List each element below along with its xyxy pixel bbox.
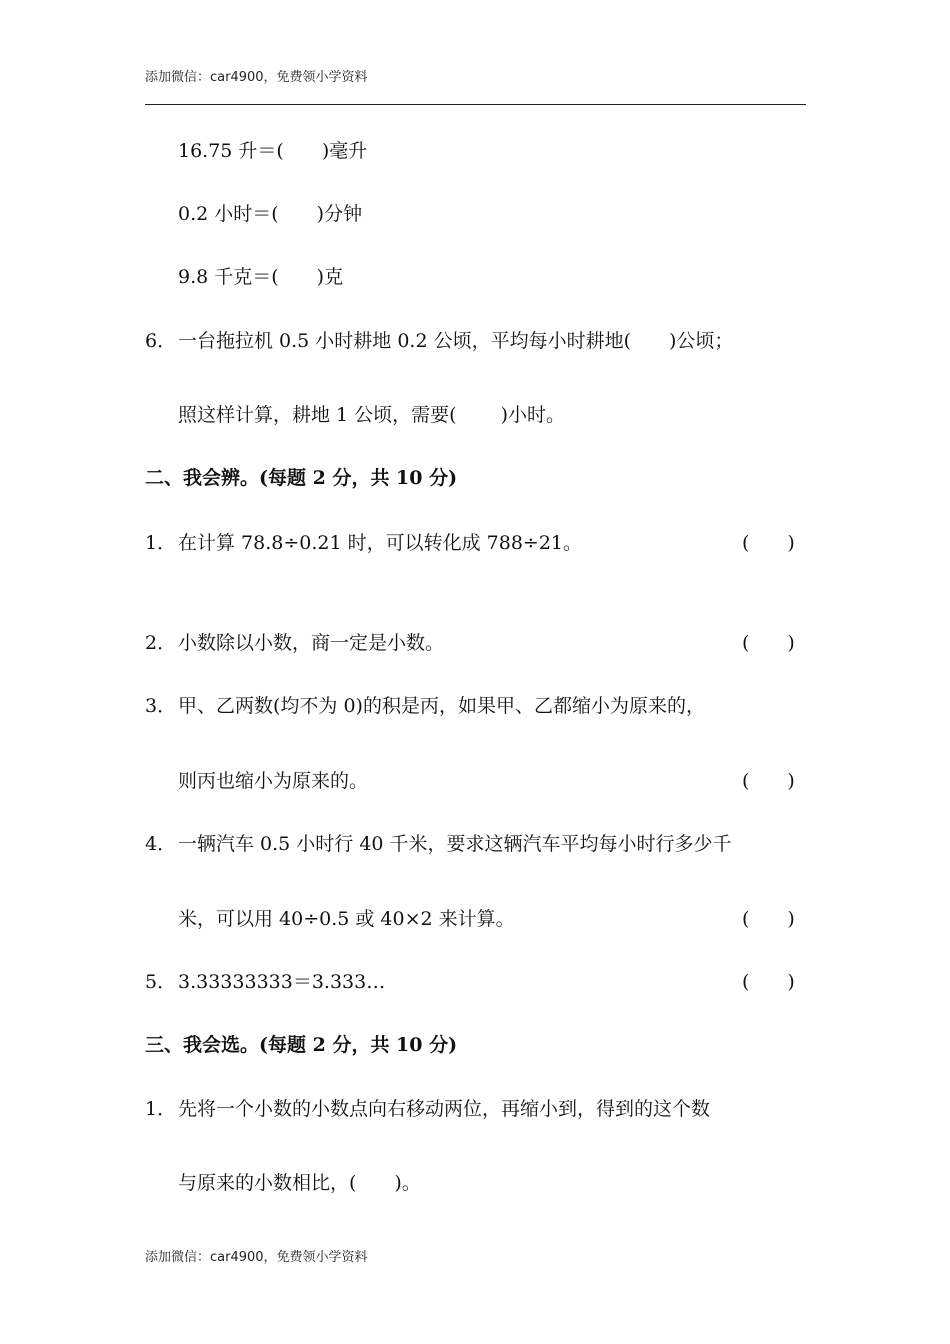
judge-question-3-line-1: 甲、乙两数(均不为 0)的积是丙，如果甲、乙都缩小为原来的， [178, 695, 705, 717]
page-header: 添加微信：car4900，免费领小学资料 [145, 70, 368, 85]
question-number: 2． [145, 632, 177, 654]
question-number: 5． [145, 971, 177, 993]
question-number: 3． [145, 695, 177, 717]
header-divider [145, 104, 806, 105]
judge-question-4-line-2: 米，可以用 40÷0.5 或 40×2 来计算。 [178, 908, 515, 930]
question-6-line-2: 照这样计算，耕地 1 公顷，需要( )小时。 [178, 404, 566, 426]
question-6-line-1: 一台拖拉机 0.5 小时耕地 0.2 公顷，平均每小时耕地( )公顷； [178, 330, 734, 352]
answer-bracket[interactable]: ( ) [742, 632, 795, 654]
page-footer: 添加微信：car4900，免费领小学资料 [145, 1250, 368, 1265]
judge-question-3-line-2: 则丙也缩小为原来的。 [178, 770, 369, 792]
choice-question-1-line-1: 先将一个小数的小数点向右移动两位，再缩小到，得到的这个数 [178, 1098, 711, 1120]
answer-bracket[interactable]: ( ) [742, 971, 795, 993]
answer-bracket[interactable]: ( ) [742, 908, 795, 930]
conversion-line-3: 9.8 千克＝( )克 [178, 266, 344, 288]
question-number: 6． [145, 330, 177, 352]
section-3-title: 三、我会选。(每题 2 分，共 10 分) [145, 1034, 458, 1056]
question-number: 1． [145, 1098, 177, 1120]
answer-bracket[interactable]: ( ) [742, 770, 795, 792]
choice-question-1-line-2: 与原来的小数相比，( )。 [178, 1172, 421, 1194]
judge-question-1: 在计算 78.8÷0.21 时，可以转化成 788÷21。 [178, 532, 583, 554]
judge-question-2: 小数除以小数，商一定是小数。 [178, 632, 445, 654]
answer-bracket[interactable]: ( ) [742, 532, 795, 554]
section-2-title: 二、我会辨。(每题 2 分，共 10 分) [145, 467, 458, 489]
question-number: 1． [145, 532, 177, 554]
judge-question-5: 3.33333333＝3.333… [178, 971, 386, 993]
conversion-line-2: 0.2 小时＝( )分钟 [178, 203, 363, 225]
conversion-line-1: 16.75 升＝( )毫升 [178, 140, 368, 162]
judge-question-4-line-1: 一辆汽车 0.5 小时行 40 千米，要求这辆汽车平均每小时行多少千 [178, 833, 732, 855]
question-number: 4． [145, 833, 177, 855]
